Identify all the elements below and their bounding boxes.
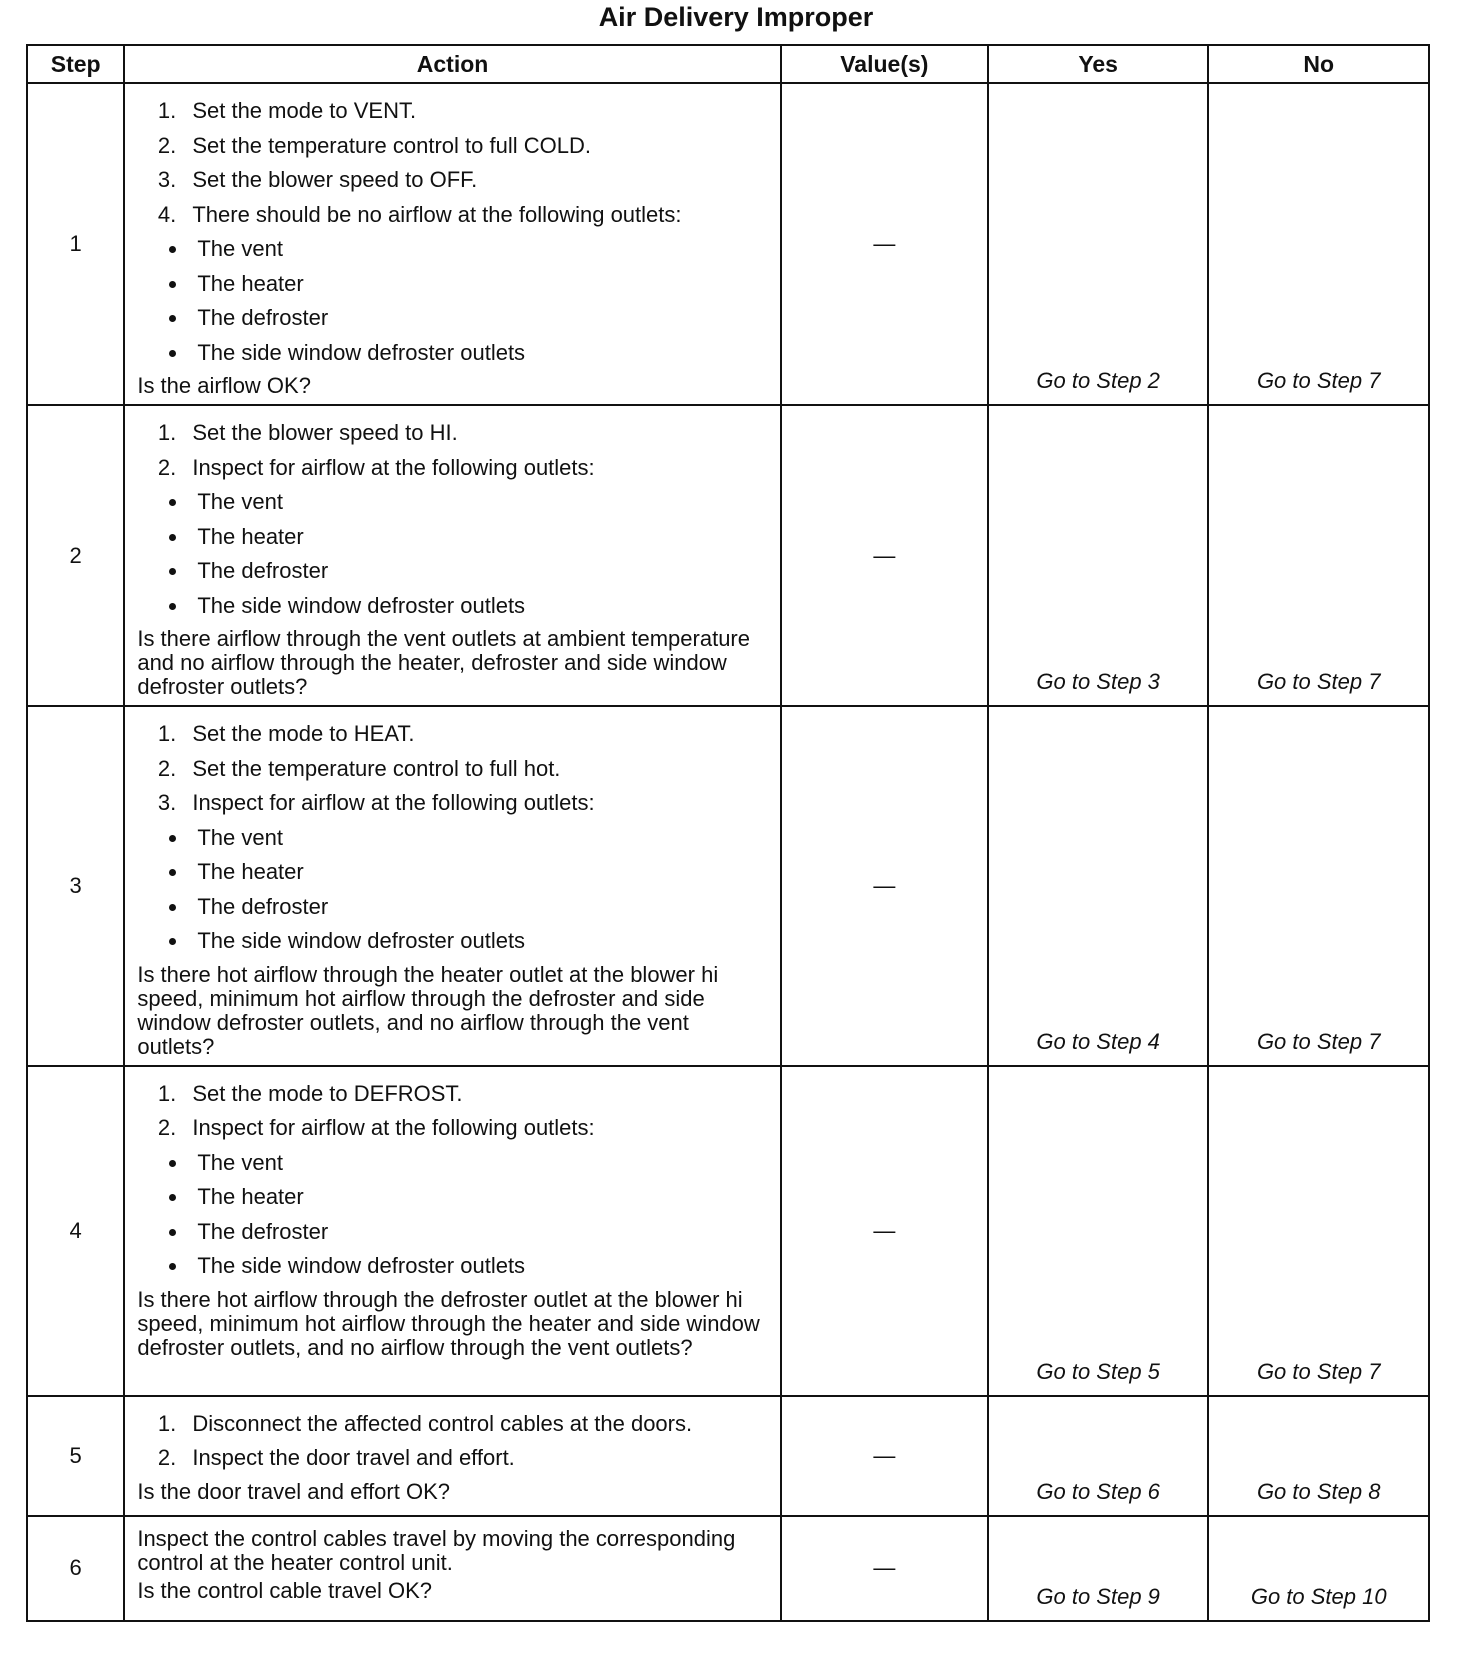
outlet-item: • The defroster <box>189 554 771 589</box>
step-number: 2 <box>27 405 124 706</box>
step-number: 4 <box>27 1066 124 1396</box>
question-text: Is there hot airflow through the defroster outlet at the blower hi speed, minimum hot airflow through the heater and side window defroster outlets, and no airflow through the vent outlets? <box>137 1286 760 1360</box>
value-cell: — <box>781 83 988 405</box>
yes-cell: Go to Step 5 <box>988 1066 1209 1396</box>
instruction-list <box>137 1077 771 1146</box>
outlet-item: • The defroster <box>189 1215 771 1250</box>
diagnostic-table <box>26 44 1430 1622</box>
action-cell <box>124 1396 780 1516</box>
yes-cell: Go to Step 9 <box>988 1516 1209 1621</box>
instruction-item: 2. Inspect the door travel and effort. <box>182 1441 771 1476</box>
step-number: 3 <box>27 706 124 1066</box>
instruction-item: 2. Set the temperature control to full COLD. <box>182 129 771 164</box>
instruction-item: 1. Set the mode to VENT. <box>182 94 771 129</box>
value-cell: — <box>781 1516 988 1621</box>
no-cell: Go to Step 8 <box>1208 1396 1429 1516</box>
outlet-item: • The side window defroster outlets <box>189 1249 771 1284</box>
outlet-item: • The heater <box>189 520 771 555</box>
no-cell: Go to Step 7 <box>1208 706 1429 1066</box>
instruction-item: 1. Disconnect the affected control cables at the doors. <box>182 1407 771 1442</box>
instruction-item: 3. Inspect for airflow at the following outlets: <box>182 786 771 821</box>
outlet-item: • The heater <box>189 1180 771 1215</box>
instruction-list <box>137 717 771 821</box>
outlet-item: • The defroster <box>189 890 771 925</box>
value-cell: — <box>781 1066 988 1396</box>
instruction-text: Inspect the control cables travel by moving the corresponding control at the heater control unit. <box>137 1525 736 1575</box>
outlet-list <box>137 485 771 623</box>
action-cell <box>124 83 780 405</box>
instruction-list <box>137 416 771 485</box>
question-text: Is the door travel and effort OK? <box>137 1478 450 1504</box>
yes-cell: Go to Step 6 <box>988 1396 1209 1516</box>
outlet-item: • The vent <box>189 821 771 856</box>
instruction-item: 1. Set the mode to DEFROST. <box>182 1077 771 1112</box>
outlet-item: • The vent <box>189 1146 771 1181</box>
col-header-values: Value(s) <box>781 45 988 83</box>
value-cell: — <box>781 706 988 1066</box>
action-cell <box>124 405 780 706</box>
instruction-item: 1. Set the blower speed to HI. <box>182 416 771 451</box>
header-row <box>27 45 1429 83</box>
col-header-step: Step <box>27 45 124 83</box>
outlet-list <box>137 1146 771 1284</box>
action-cell <box>124 1516 780 1621</box>
no-cell: Go to Step 7 <box>1208 83 1429 405</box>
table-row <box>27 1066 1429 1396</box>
no-cell: Go to Step 7 <box>1208 405 1429 706</box>
instruction-item: 4. There should be no airflow at the following outlets: <box>182 198 771 233</box>
outlet-item: • The side window defroster outlets <box>189 924 771 959</box>
outlet-item: • The heater <box>189 267 771 302</box>
outlet-list <box>137 232 771 370</box>
no-cell: Go to Step 7 <box>1208 1066 1429 1396</box>
question-text: Is the airflow OK? <box>137 373 311 398</box>
outlet-item: • The heater <box>189 855 771 890</box>
table-row <box>27 405 1429 706</box>
question-text: Is the control cable travel OK? <box>137 1577 433 1603</box>
outlet-item: • The side window defroster outlets <box>189 589 771 624</box>
outlet-list <box>137 821 771 959</box>
value-cell: — <box>781 405 988 706</box>
value-cell: — <box>781 1396 988 1516</box>
yes-cell: Go to Step 3 <box>988 405 1209 706</box>
instruction-item: 1. Set the mode to HEAT. <box>182 717 771 752</box>
instruction-item: 2. Inspect for airflow at the following outlets: <box>182 1111 771 1146</box>
no-cell: Go to Step 10 <box>1208 1516 1429 1621</box>
question-text: Is there hot airflow through the heater outlet at the blower hi speed, minimum hot airflow through the defroster and side window defroster outlets, and no airflow through the vent outlets? <box>137 961 719 1059</box>
yes-cell: Go to Step 2 <box>988 83 1209 405</box>
outlet-item: • The side window defroster outlets <box>189 336 771 371</box>
table-row <box>27 1396 1429 1516</box>
step-number: 6 <box>27 1516 124 1621</box>
action-cell <box>124 706 780 1066</box>
outlet-item: • The vent <box>189 232 771 267</box>
table-row <box>27 83 1429 405</box>
step-number: 5 <box>27 1396 124 1516</box>
outlet-item: • The vent <box>189 485 771 520</box>
col-header-action: Action <box>124 45 780 83</box>
question-text: Is there airflow through the vent outlets at ambient temperature and no airflow through the heater, defroster and side window defroster outlets? <box>137 626 750 699</box>
table-row <box>27 1516 1429 1621</box>
instruction-item: 2. Inspect for airflow at the following outlets: <box>182 451 771 486</box>
step-number: 1 <box>27 83 124 405</box>
page-title: Air Delivery Improper <box>598 2 874 32</box>
col-header-no: No <box>1208 45 1429 83</box>
action-cell <box>124 1066 780 1396</box>
table-row <box>27 706 1429 1066</box>
outlet-item: • The defroster <box>189 301 771 336</box>
yes-cell: Go to Step 4 <box>988 706 1209 1066</box>
instruction-list <box>137 94 771 232</box>
instruction-item: 3. Set the blower speed to OFF. <box>182 163 771 198</box>
instruction-item: 2. Set the temperature control to full hot. <box>182 752 771 787</box>
instruction-list <box>137 1407 771 1476</box>
col-header-yes: Yes <box>988 45 1209 83</box>
